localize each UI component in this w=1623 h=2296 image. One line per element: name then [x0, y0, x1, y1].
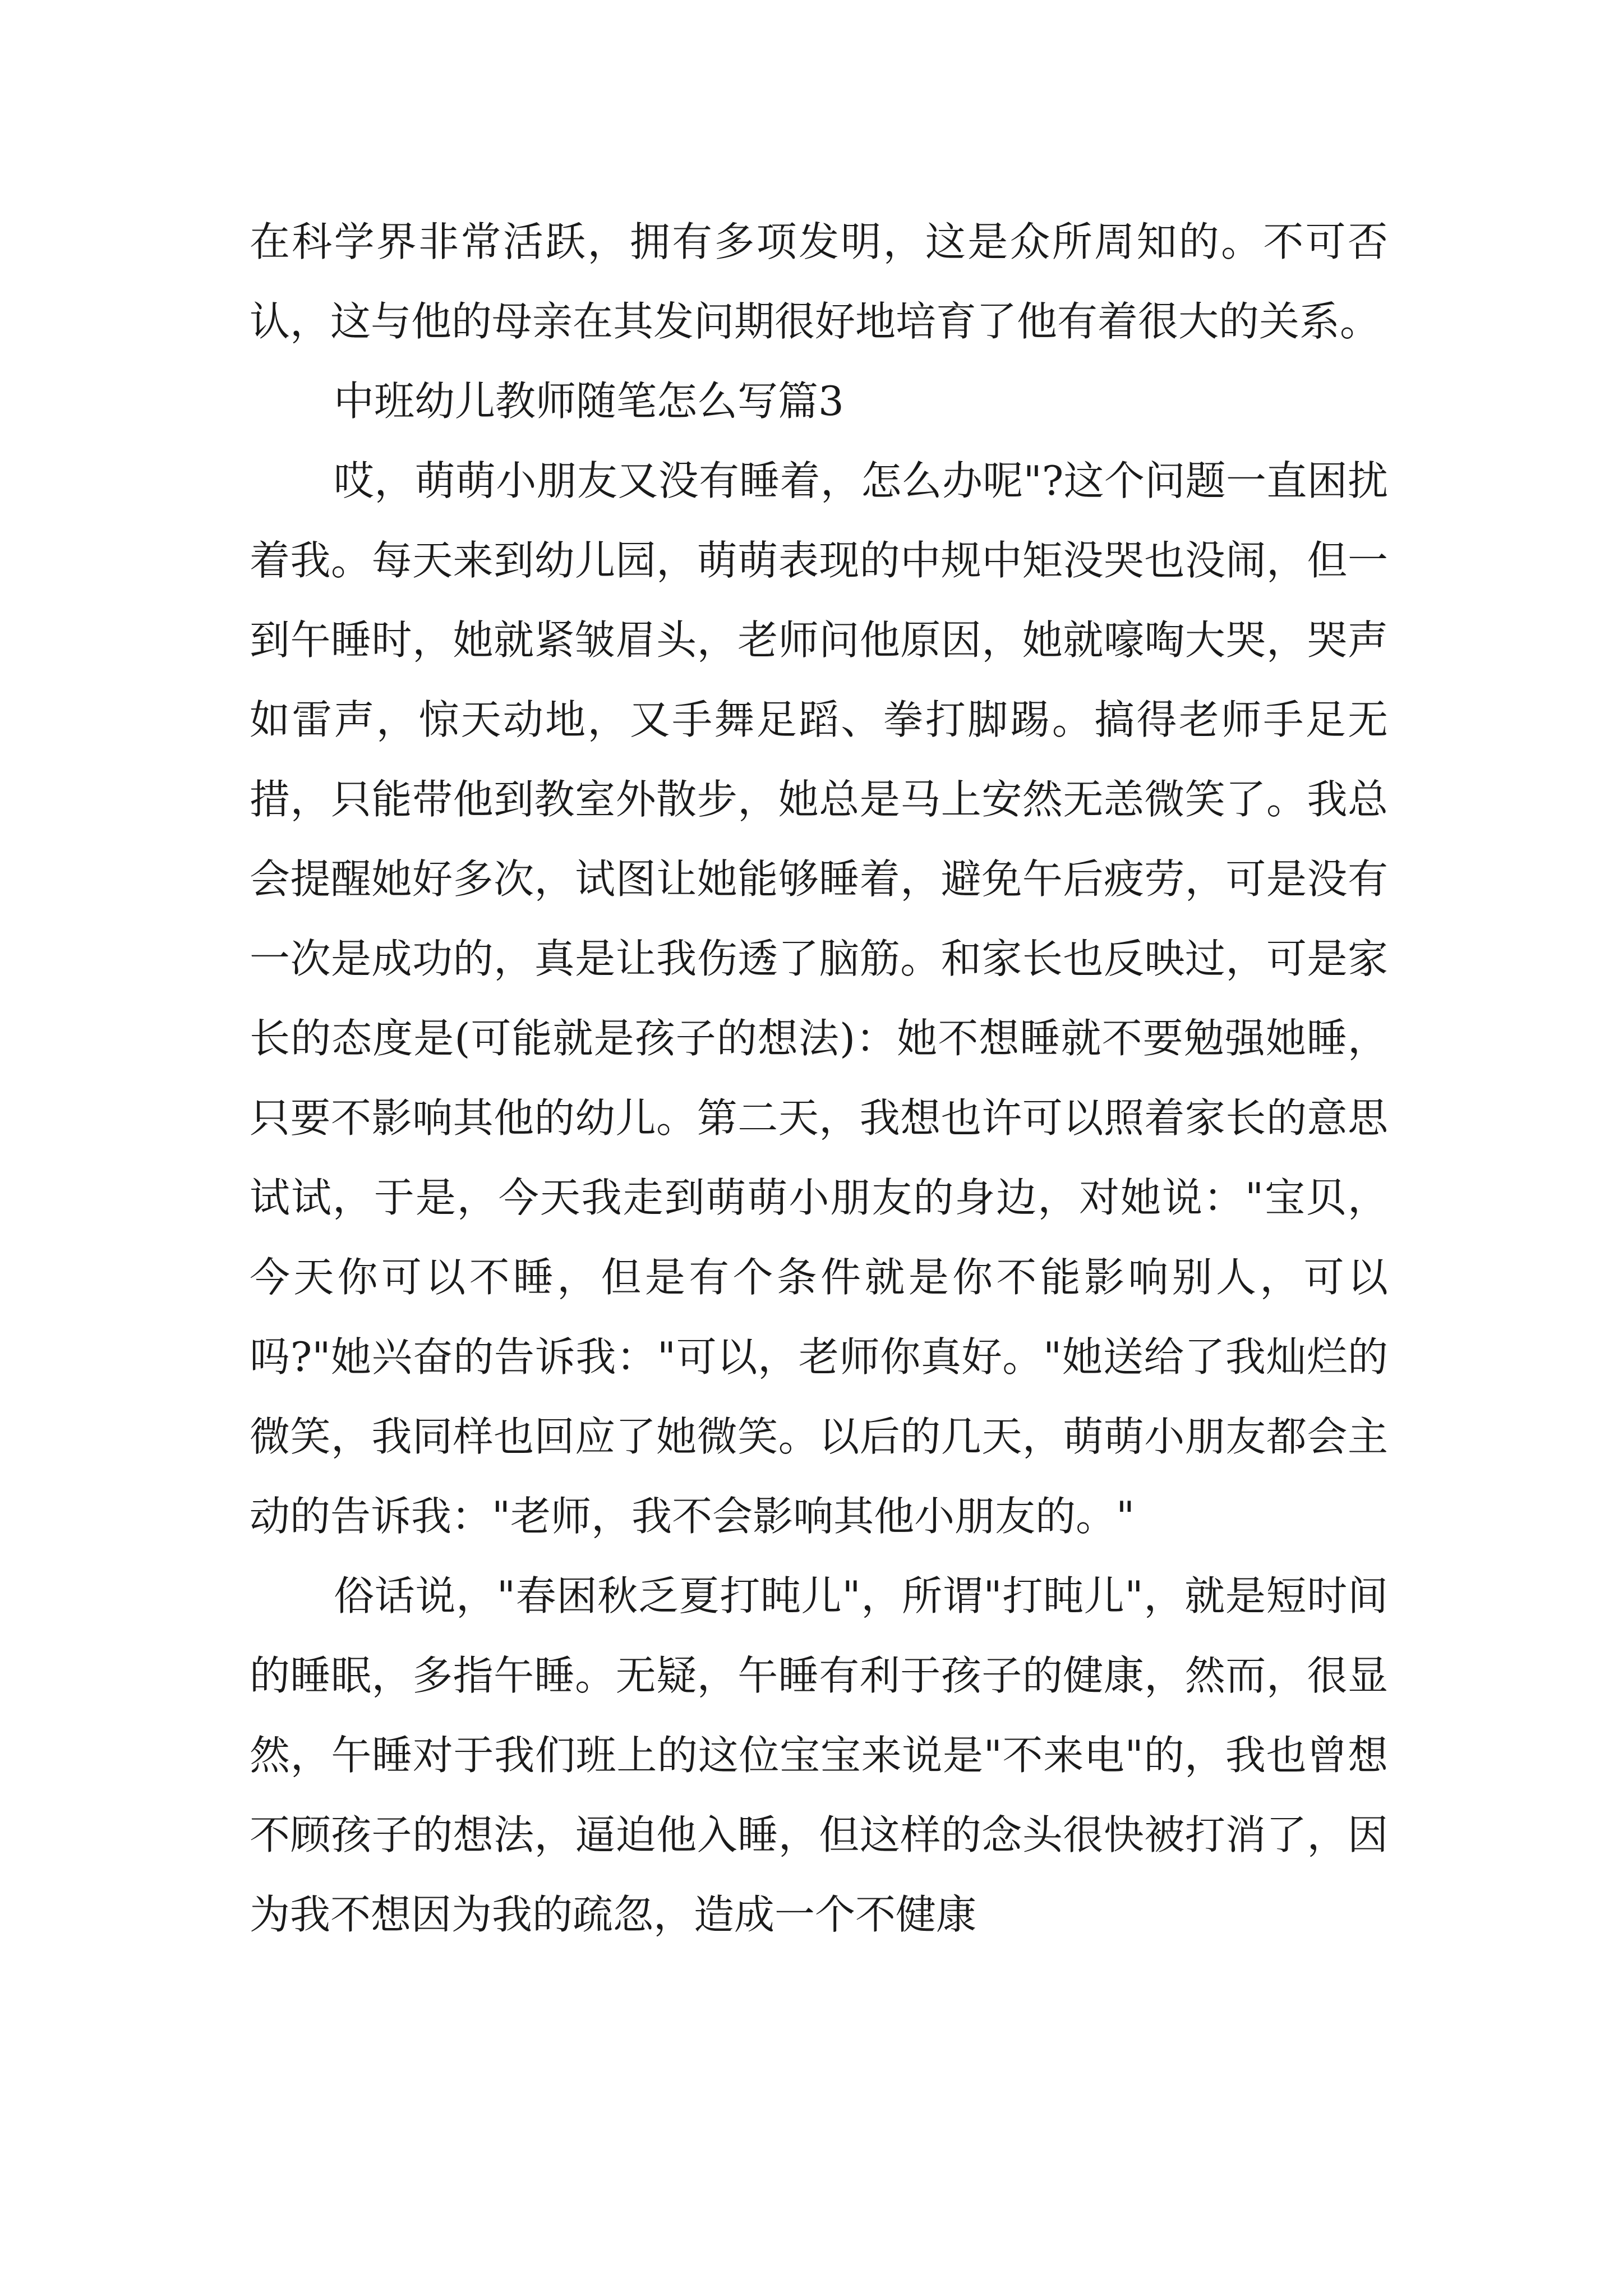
section-heading: 中班幼儿教师随笔怎么写篇3 [334, 378, 844, 425]
paragraph-body: 俗话说，"春困秋乏夏打盹儿"，所谓"打盹儿"，就是短时间的睡眠，多指午睡。无疑，午睡有利于孩子的健康，然而，很显然，午睡对于我们班上的这位宝宝来说是"不来电"的，我也曾想不顾孩子的想法，逼迫他入睡，但这样的念头很快被打消了，因为我不想因为我的疏忽，造成一个不健康 [250, 1572, 1388, 1938]
paragraph-body: 哎，萌萌小朋友又没有睡着，怎么办呢"?这个问题一直困扰着我。每天来到幼儿园，萌萌表现的中规中矩没哭也没闹，但一到午睡时，她就紧皱眉头，老师问他原因，她就嚎啕大哭，哭声如雷声，惊天动地，又手舞足蹈、拳打脚踢。搞得老师手足无措，只能带他到教室外散步，她总是马上安然无恙微笑了。我总会提醒她好多次，试图让她能够睡着，避免午后疲劳，可是没有一次是成功的，真是让我伤透了脑筋。和家长也反映过，可是家长的态度是(可能就是孩子的想法)：她不想睡就不要勉强她睡，只要不影响其他的幼儿。第二天，我想也许可以照着家长的意思试试，于是，今天我走到萌萌小朋友的身边，对她说："宝贝，今天你可以不睡，但是有个条件就是你不能影响别人，可以吗?"她兴奋的告诉我："可以，老师你真好。"她送给了我灿烂的微笑，我同样也回应了她微笑。以后的几天，萌萌小朋友都会主动的告诉我："老师，我不会影响其他小朋友的。" [250, 457, 1388, 1540]
document-body [250, 202, 1388, 1954]
paragraph-continuation: 在科学界非常活跃，拥有多项发明，这是众所周知的。不可否认，这与他的母亲在其发问期很好地培育了他有着很大的关系。 [250, 218, 1388, 345]
